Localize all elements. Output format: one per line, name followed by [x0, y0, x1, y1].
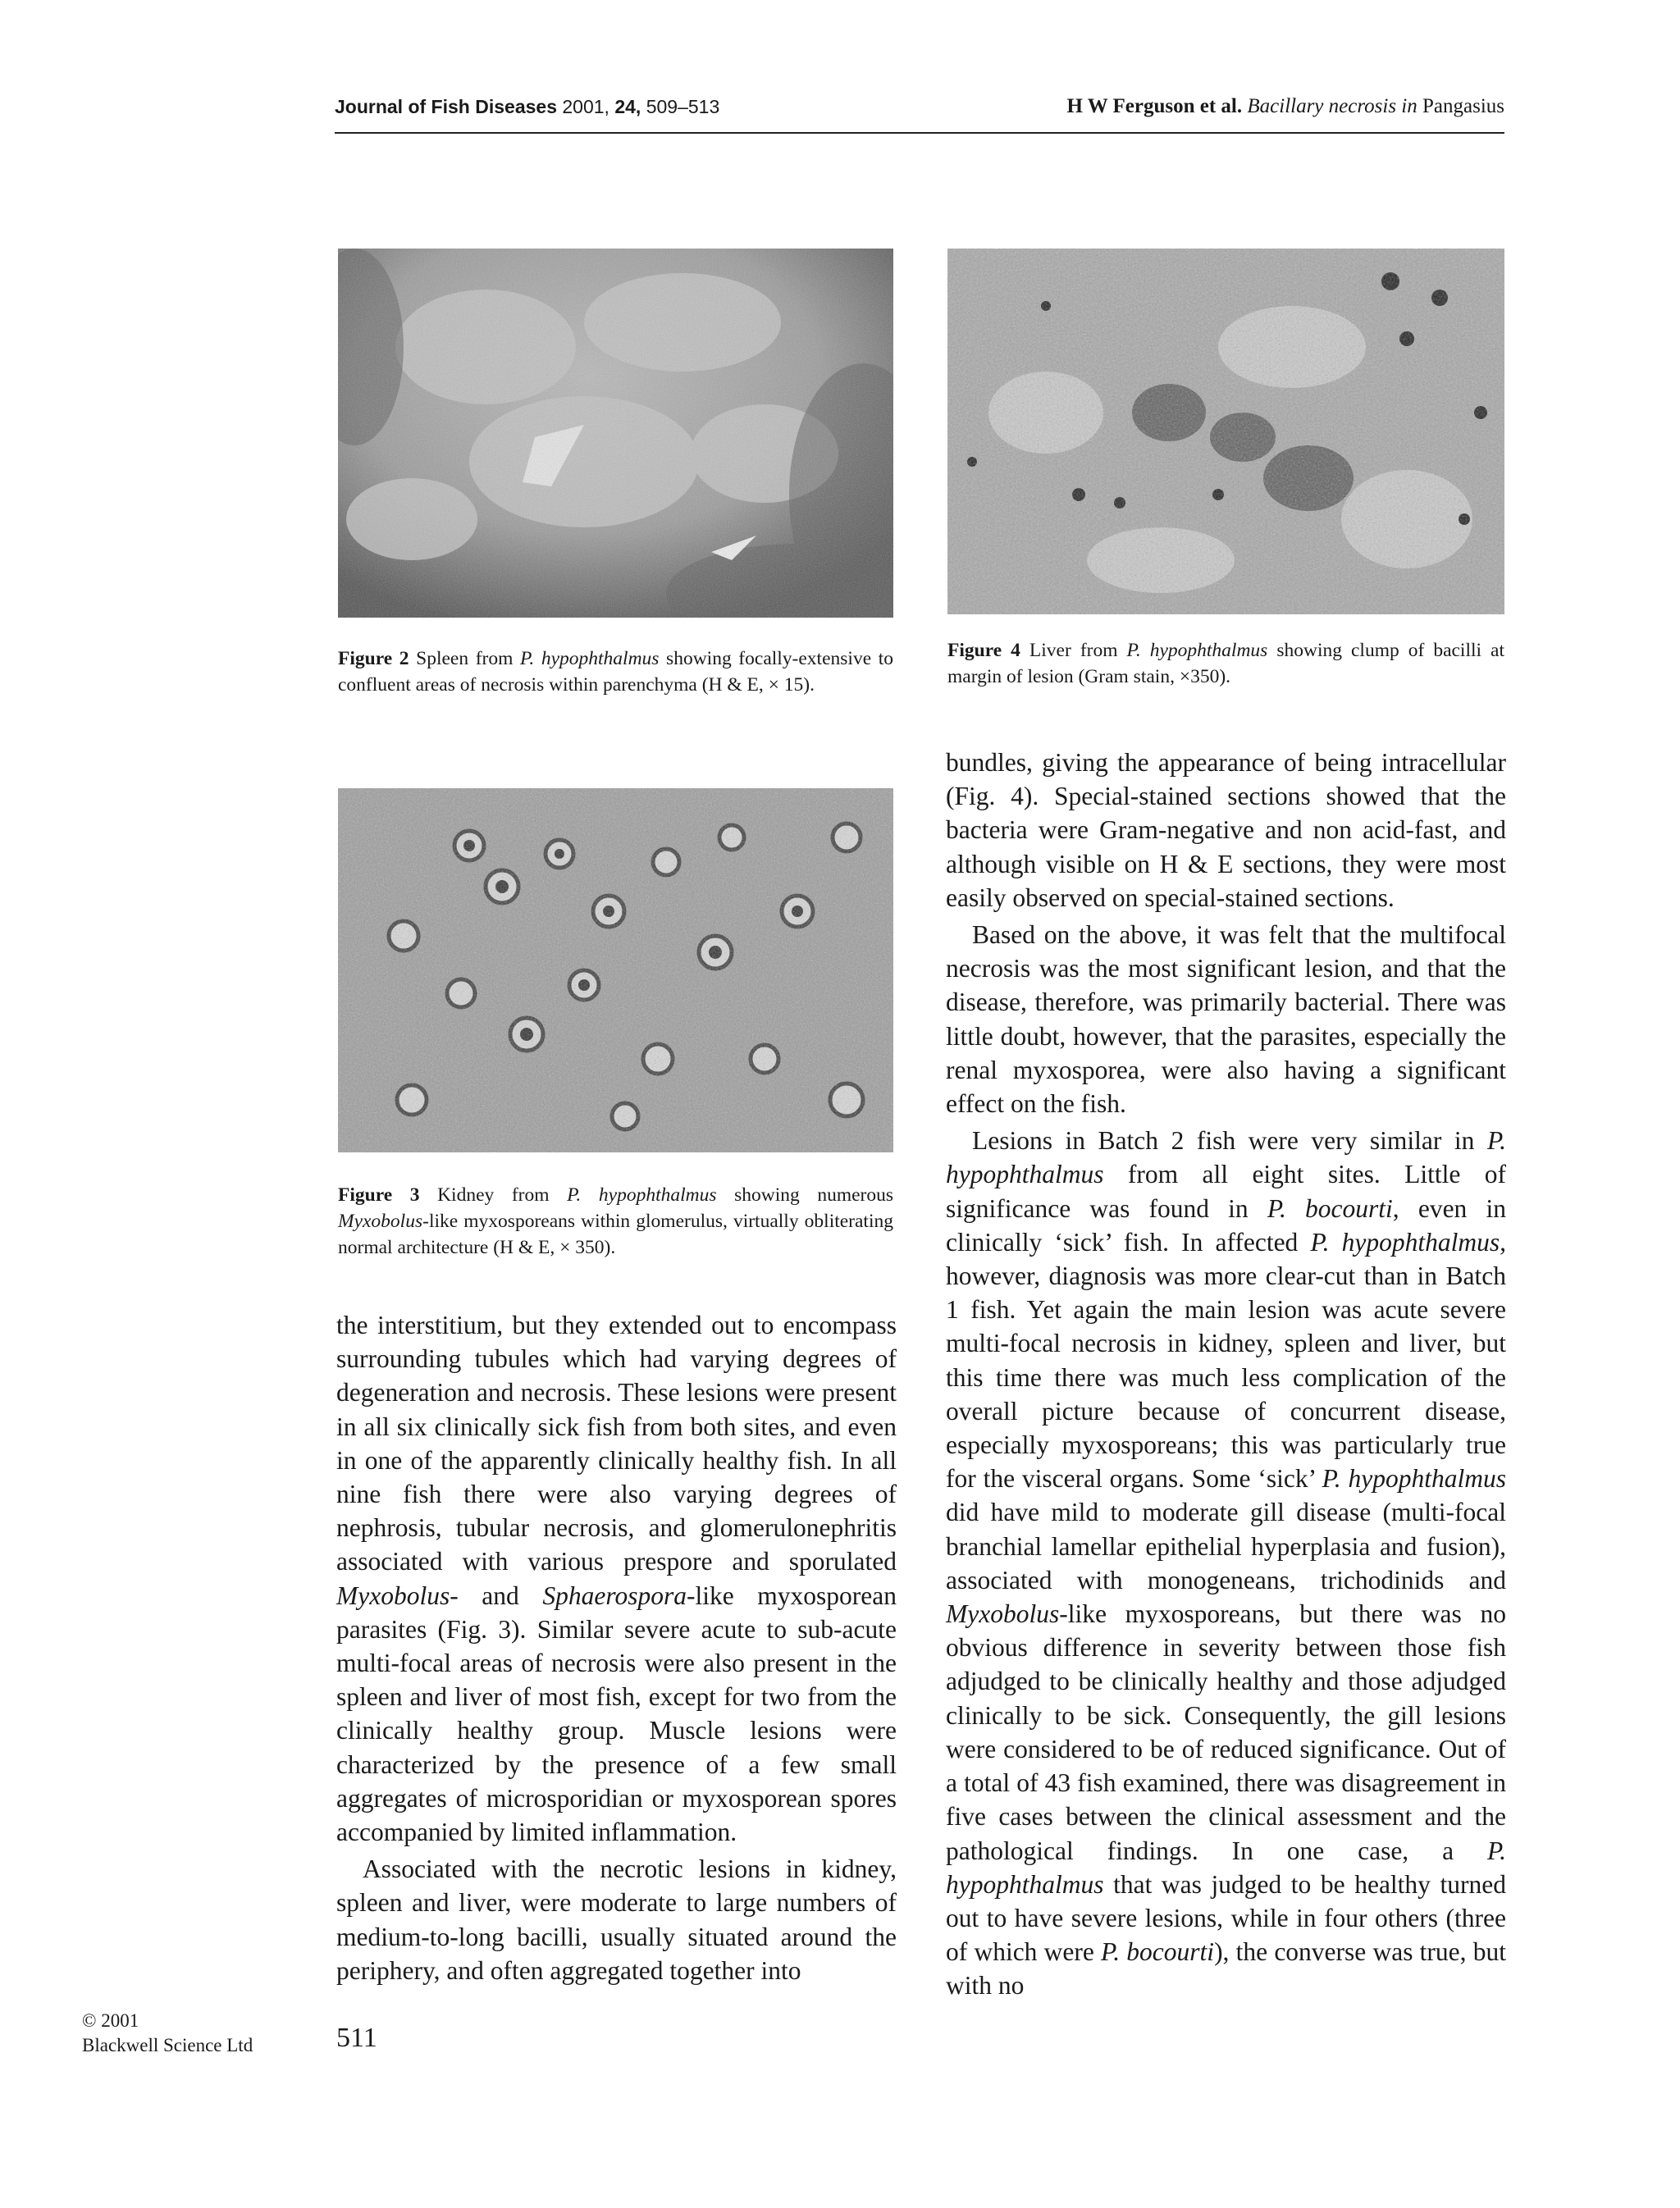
species-name: P. bocourti: [1101, 1937, 1215, 1967]
text-run: however, diagnosis was more clear-cut than in Batch 1 fish. Yet again the main lesion was acute severe multi-focal necrosis in kidney, spleen and liver, but this time there was much less complication of the overall picture because of concurrent disease, especially myxosporeans; this was particularly true for the visceral organs. Some ‘sick’: [946, 1261, 1506, 1494]
caption-text: -like myxosporeans within glomerulus, virtually obliterating normal architecture (H & E, × 350).: [338, 1211, 893, 1258]
copyright-notice: [82, 2009, 253, 2058]
body-paragraph: bundles, giving the appearance of being intracellular (Fig. 4). Special-stained sections showed that the bacteria were Gram-negative and non acid-fast, and although visible on H & E sections, they were most easily observed on special-stained sections.: [946, 748, 1506, 912]
running-header-title: [1066, 94, 1504, 119]
species-name: P. bocourti: [1267, 1193, 1393, 1223]
species-name: P. hypophthalmus: [946, 1126, 1506, 1189]
figure-2-caption: [338, 646, 893, 698]
body-paragraph: [336, 1308, 897, 1849]
copyright-publisher: Blackwell Science Ltd: [82, 2035, 253, 2055]
body-paragraph: [946, 1124, 1506, 2002]
species-name: P. hypophthalmus,: [1310, 1227, 1506, 1257]
text-run: did have mild to moderate gill disease (multi-focal branchial lamellar epithelial hyperplasia and fusion), associated with monogeneans, trichodinids and: [946, 1498, 1506, 1594]
text-run: -like myxosporeans, but there was no obvious difference in severity between those fish adjudged to be clinically healthy and those adjudged clinically to be sick. Consequently, the gill lesions were considered to be of reduced significance. Out of a total of 43 fish examined, there was disagreement in five cases between the clinical assessment and the pathological findings. In one case, a: [946, 1599, 1506, 1865]
caption-species: P. hypophthalmus: [1126, 640, 1268, 661]
figure-3-image: [338, 788, 893, 1152]
text-run: , even in clinically ‘sick’ fish. In affected: [946, 1193, 1506, 1257]
header-genus: Pangasius: [1422, 95, 1504, 117]
page-number: 511: [336, 2023, 377, 2053]
text-run: the interstitium, but they extended out to encompass surrounding tubules which had varying degrees of degeneration and necrosis. These lesions were present in all six clinically sick fish from both sites, and even in one of the apparently clinically healthy fish. In all nine fish there were also varying degrees of nephrosis, tubular necrosis, and glomerulonephritis associated with various prespore and sporulated: [336, 1311, 897, 1576]
running-header-journal: [335, 94, 719, 119]
caption-text: Kidney from: [437, 1184, 568, 1206]
caption-text: showing focally-extensive to confluent areas of necrosis within parenchyma (H & E, × 15).: [338, 648, 894, 696]
journal-year: 2001,: [562, 96, 609, 117]
caption-text: Spleen from: [416, 648, 521, 669]
text-run: ), the converse was true, but with no: [946, 1937, 1506, 2000]
text-run: -like myxosporean parasites (Fig. 3). Similar severe acute to sub-acute multi-focal areas of necrosis were also present in the spleen and liver of most fish, except for two from the clinically healthy group. Muscle lesions were characterized by the presence of a few small aggregates of microsporidian or myxosporean spores accompanied by limited inflammation.: [336, 1581, 897, 1847]
genus-name: Myxobolus: [946, 1599, 1060, 1629]
genus-name: Myxobolus: [336, 1581, 450, 1610]
text-run: that was judged to be healthy turned out to have severe lesions, while in four others (three of which were: [946, 1869, 1506, 1967]
body-paragraph: Based on the above, it was felt that the multifocal necrosis was the most significant lesion, and that the disease, therefore, was primarily bacterial. There was little doubt, however, that the parasites, especially the renal myxosporea, were also having a significant effect on the fish.: [946, 920, 1506, 1119]
journal-name: Journal of Fish Diseases: [335, 96, 557, 117]
caption-species: P. hypophthalmus: [567, 1184, 717, 1206]
header-running-title: Bacillary necrosis in: [1247, 95, 1418, 117]
caption-text: Liver from: [1029, 640, 1127, 661]
figure-4-caption: [947, 637, 1504, 690]
caption-text: showing numerous: [716, 1184, 893, 1206]
figure-3-label: Figure 3: [338, 1184, 420, 1206]
caption-text: showing clump of bacilli at margin of lesion (Gram stain, ×350).: [947, 640, 1505, 687]
figure-4-image: [947, 249, 1504, 614]
figure-2-image: [338, 249, 893, 618]
caption-genus: Myxobolus: [338, 1211, 423, 1232]
header-authors: H W Ferguson et al.: [1066, 95, 1243, 117]
caption-species: P. hypophthalmus: [520, 648, 660, 669]
text-run: Lesions in Batch 2 fish were very similar in: [972, 1126, 1487, 1156]
figure-3-caption: [338, 1182, 893, 1261]
copyright-year: © 2001: [82, 2010, 139, 2031]
text-run: - and: [450, 1581, 543, 1610]
species-name: P. hypophthalmus: [946, 1836, 1506, 1899]
header-rule: [335, 132, 1504, 134]
journal-pages: 509–513: [646, 96, 720, 117]
genus-name: Sphaerospora: [542, 1581, 687, 1610]
species-name: P. hypophthalmus: [1322, 1464, 1506, 1494]
figure-2-label: Figure 2: [338, 648, 409, 669]
journal-volume: 24,: [614, 96, 641, 117]
right-column-text: [946, 746, 1506, 2003]
body-paragraph: Associated with the necrotic lesions in kidney, spleen and liver, were moderate to large numbers of medium-to-long bacilli, usually situated around the periphery, and often aggregated together into: [336, 1854, 897, 1985]
left-column-text: [336, 1308, 897, 1987]
figure-4-label: Figure 4: [947, 640, 1020, 661]
text-run: from all eight sites. Little of significance was found in: [946, 1160, 1506, 1223]
